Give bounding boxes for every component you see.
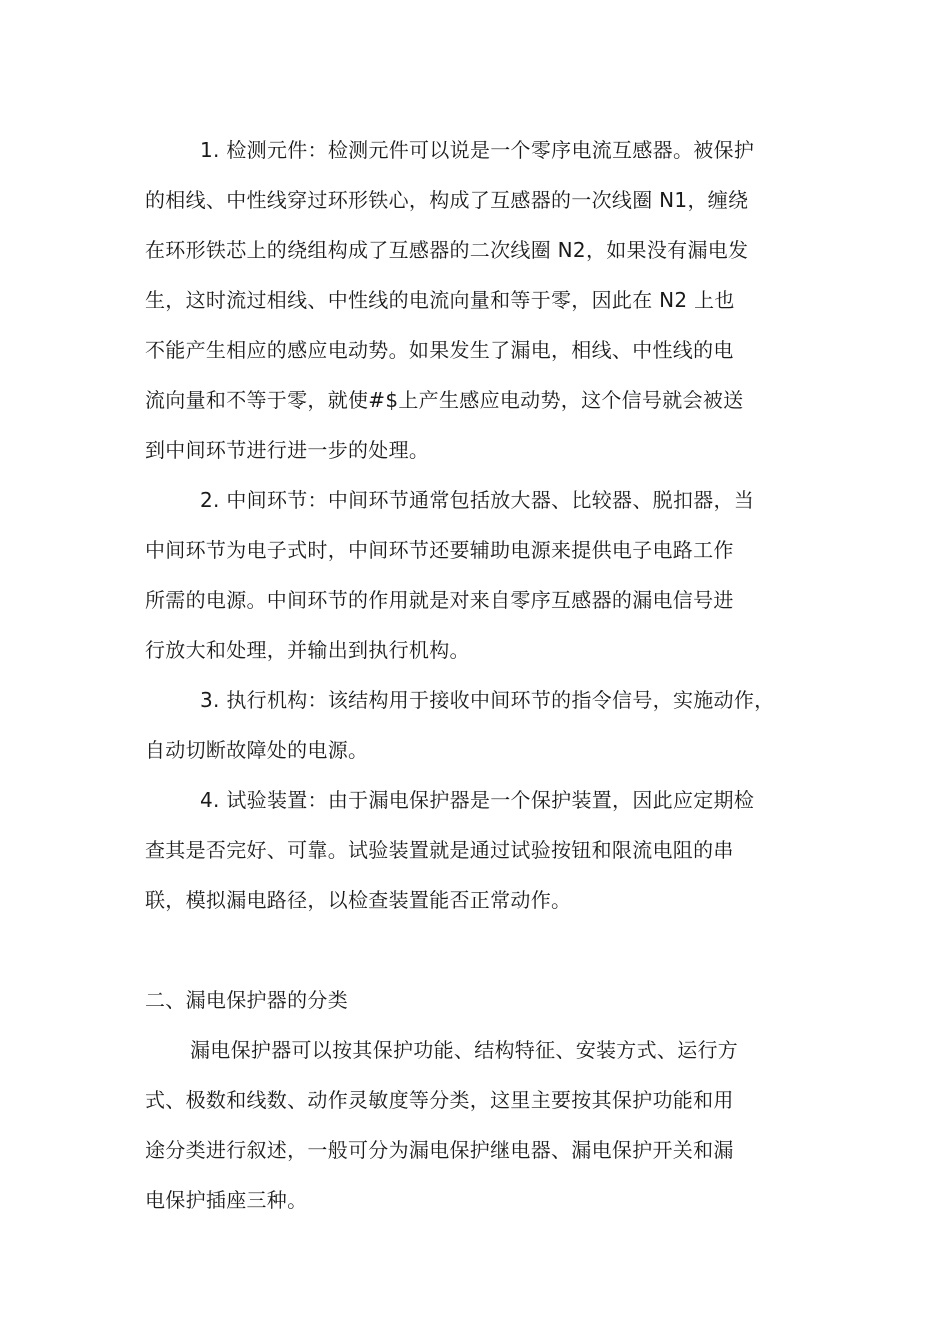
item1-line-1: 1. 检测元件：检测元件可以说是一个零序电流互感器。被保护 (200, 138, 755, 162)
item1-line-3: 在环形铁芯上的绕组构成了互感器的二次线圈 N2，如果没有漏电发 (145, 238, 749, 262)
classification-line-2: 式、极数和线数、动作灵敏度等分类，这里主要按其保护功能和用 (145, 1088, 734, 1112)
item1-line-6: 流向量和不等于零，就使#$上产生感应电动势，这个信号就会被送 (145, 388, 744, 412)
item1-line-5: 不能产生相应的感应电动势。如果发生了漏电，相线、中性线的电 (145, 338, 734, 362)
item1-line-7: 到中间环节进行进一步的处理。 (145, 438, 430, 462)
item2-line-2: 中间环节为电子式时，中间环节还要辅助电源来提供电子电路工作 (145, 538, 734, 562)
item2-line-1: 2. 中间环节：中间环节通常包括放大器、比较器、脱扣器，当 (200, 488, 755, 512)
item2-line-3: 所需的电源。中间环节的作用就是对来自零序互感器的漏电信号进 (145, 588, 734, 612)
item3-line-1: 3. 执行机构：该结构用于接收中间环节的指令信号，实施动作， (200, 688, 775, 712)
classification-line-4: 电保护插座三种。 (145, 1188, 308, 1212)
item4-line-3: 联，模拟漏电路径，以检查装置能否正常动作。 (145, 888, 572, 912)
section-heading: 二、漏电保护器的分类 (145, 988, 348, 1012)
item1-line-4: 生，这时流过相线、中性线的电流向量和等于零，因此在 N2 上也 (145, 288, 735, 312)
classification-line-1: 漏电保护器可以按其保护功能、结构特征、安装方式、运行方 (190, 1038, 739, 1062)
item4-line-1: 4. 试验装置：由于漏电保护器是一个保护装置，因此应定期检 (200, 788, 755, 812)
item4-line-2: 查其是否完好、可靠。试验装置就是通过试验按钮和限流电阻的串 (145, 838, 734, 862)
item1-line-2: 的相线、中性线穿过环形铁心，构成了互感器的一次线圈 N1，缠绕 (145, 188, 749, 212)
item3-line-2: 自动切断故障处的电源。 (145, 738, 369, 762)
classification-line-3: 途分类进行叙述，一般可分为漏电保护继电器、漏电保护开关和漏 (145, 1138, 734, 1162)
item2-line-4: 行放大和处理，并输出到执行机构。 (145, 638, 470, 662)
